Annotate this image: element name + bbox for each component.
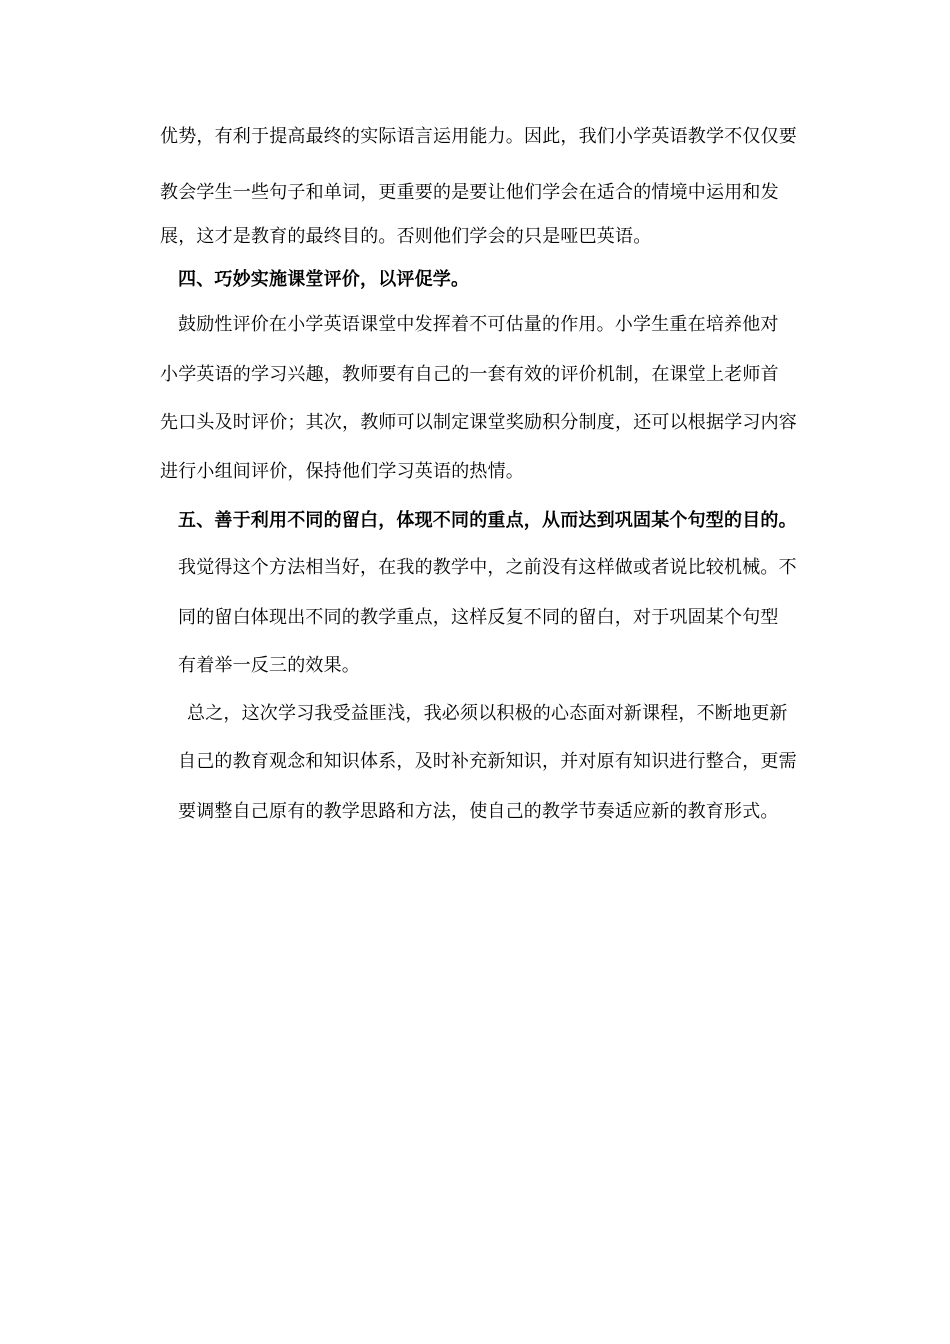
text-line: 教会学生一些句子和单词，更重要的是要让他们学会在适合的情境中运用和发	[160, 182, 779, 203]
text-line: 自己的教育观念和知识体系，及时补充新知识，并对原有知识进行整合，更需	[178, 751, 797, 772]
text-line: 优势，有利于提高最终的实际语言运用能力。因此，我们小学英语教学不仅仅要	[160, 126, 797, 147]
text-line: 我觉得这个方法相当好，在我的教学中，之前没有这样做或者说比较机械。不	[178, 557, 797, 578]
text-line: 要调整自己原有的教学思路和方法，使自己的教学节奏适应新的教育形式。	[178, 801, 779, 822]
text-line: 先口头及时评价；其次，教师可以制定课堂奖励积分制度，还可以根据学习内容	[160, 412, 797, 433]
text-line: 同的留白体现出不同的教学重点，这样反复不同的留白，对于巩固某个句型	[178, 607, 779, 628]
section-heading-5: 五、善于利用不同的留白，体现不同的重点，从而达到巩固某个句型的目的。	[178, 510, 797, 531]
text-line: 鼓励性评价在小学英语课堂中发挥着不可估量的作用。小学生重在培养他对	[178, 314, 779, 335]
section-heading-4: 四、巧妙实施课堂评价，以评促学。	[178, 269, 470, 290]
text-line: 总之，这次学习我受益匪浅，我必须以积极的心态面对新课程，不断地更新	[187, 703, 788, 724]
text-line: 展，这才是教育的最终目的。否则他们学会的只是哑巴英语。	[160, 226, 652, 247]
text-line: 小学英语的学习兴趣，教师要有自己的一套有效的评价机制，在课堂上老师首	[160, 364, 779, 385]
text-line: 有着举一反三的效果。	[178, 655, 360, 676]
text-line: 进行小组间评价，保持他们学习英语的热情。	[160, 461, 524, 482]
